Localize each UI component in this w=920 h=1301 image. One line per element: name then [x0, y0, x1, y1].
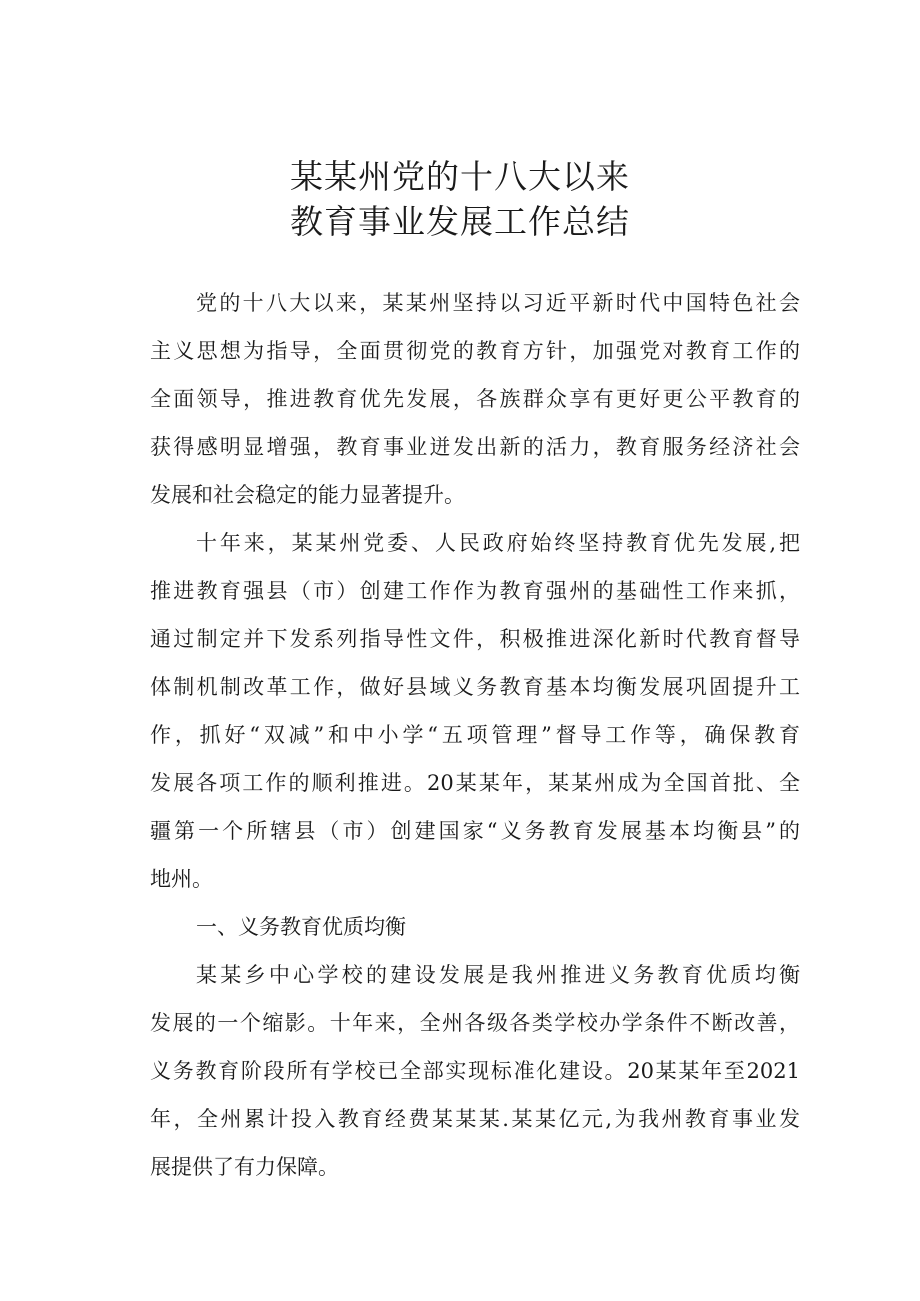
paragraph-1-line: 主义思想为指导，全面贯彻党的教育方针，加强党对教育工作的	[150, 339, 800, 363]
paragraph-2-line: 地州。	[150, 867, 213, 891]
paragraph-1-line: 党的十八大以来，某某州坚持以习近平新时代中国特色社会	[196, 291, 800, 315]
paragraph-2-line: 体制机制改革工作，做好县域义务教育基本均衡发展巩固提升工	[150, 675, 800, 699]
document-title-line-1: 某某州党的十八大以来	[290, 157, 630, 196]
paragraph-3-line: 发展的一个缩影。十年来，全州各级各类学校办学条件不断改善，	[150, 1011, 800, 1035]
paragraph-1-line: 全面领导，推进教育优先发展，各族群众享有更好更公平教育的	[150, 387, 800, 411]
paragraph-3-line: 某某乡中心学校的建设发展是我州推进义务教育优质均衡	[196, 963, 800, 987]
paragraph-3-line: 年，全州累计投入教育经费某某某.某某亿元,为我州教育事业发	[150, 1107, 800, 1131]
section-1-heading: 一、义务教育优质均衡	[196, 915, 406, 939]
paragraph-2-line: 推进教育强县（市）创建工作作为教育强州的基础性工作来抓，	[150, 579, 800, 603]
paragraph-1-line: 获得感明显增强，教育事业迸发出新的活力，教育服务经济社会	[150, 435, 800, 459]
paragraph-3-line: 义务教育阶段所有学校已全部实现标准化建设。20某某年至2021	[150, 1059, 800, 1083]
paragraph-2-line: 十年来，某某州党委、人民政府始终坚持教育优先发展,把	[196, 531, 800, 555]
paragraph-2-line: 通过制定并下发系列指导性文件，积极推进深化新时代教育督导	[150, 627, 800, 651]
paragraph-3-line: 展提供了有力保障。	[150, 1155, 339, 1179]
paragraph-2-line: 作，抓好“双减”和中小学“五项管理”督导工作等，确保教育	[150, 723, 800, 747]
paragraph-2-line: 发展各项工作的顺利推进。20某某年，某某州成为全国首批、全	[150, 771, 800, 795]
paragraph-2-line: 疆第一个所辖县（市）创建国家“义务教育发展基本均衡县”的	[150, 819, 800, 843]
document-title-line-2: 教育事业发展工作总结	[290, 202, 630, 241]
paragraph-1-line: 发展和社会稳定的能力显著提升。	[150, 483, 465, 507]
